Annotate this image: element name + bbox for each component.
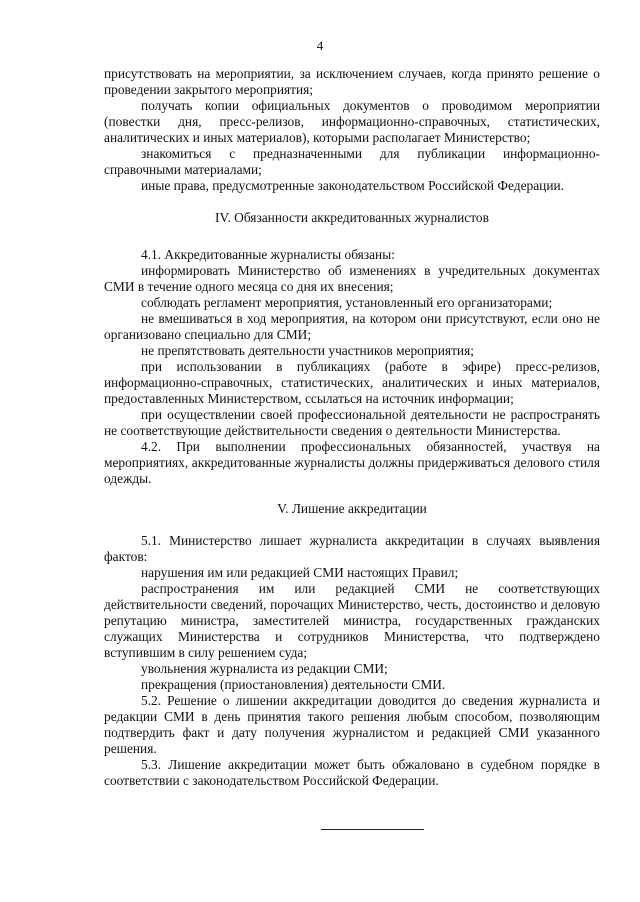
paragraph-intro-2: получать копии официальных документов о проводимом мероприятии (повестки дня, пресс-релизов, информационно-справочных, статистических, аналитических и иных материалов), которыми располагает Министерство; [104, 98, 600, 145]
spacer [104, 517, 600, 533]
page-number: 4 [316, 38, 324, 53]
paragraph-5-1-item: увольнения журналиста из редакции СМИ; [141, 661, 388, 676]
paragraph-intro-1: присутствовать на мероприятии, за исключением случаев, когда принято решение о проведении закрытого мероприятия; [104, 66, 600, 97]
section-heading-iv: IV. Обязанности аккредитованных журналистов [215, 210, 489, 225]
paragraph-4-1-item: не препятствовать деятельности участников мероприятия; [141, 343, 474, 358]
paragraph-4-1: 4.1. Аккредитованные журналисты обязаны: [141, 247, 395, 262]
paragraph-5-1-item: прекращения (приостановления) деятельности СМИ. [141, 677, 446, 692]
spacer [104, 487, 600, 501]
paragraph-5-1-item: нарушения им или редакцией СМИ настоящих Правил; [141, 565, 459, 580]
paragraph-intro-4: иные права, предусмотренные законодательством Российской Федерации. [141, 178, 564, 193]
paragraph-4-1-item: информировать Министерство об изменениях в учредительных документах СМИ в течение одного месяца со дня их внесения; [104, 263, 600, 294]
paragraph-4-1-item: соблюдать регламент мероприятия, установленный его организаторами; [141, 295, 553, 310]
paragraph-4-2: 4.2. При выполнении профессиональных обязанностей, участвуя на мероприятиях, аккредитованные журналисты должны придерживаться делового стиля одежды. [104, 439, 600, 486]
paragraph-5-1: 5.1. Министерство лишает журналиста аккредитации в случаях выявления фактов: [104, 533, 600, 564]
paragraph-4-1-item: не вмешиваться в ход мероприятия, на котором они присутствуют, если оно не организовано специально для СМИ; [104, 311, 600, 342]
paragraph-intro-3: знакомиться с предназначенными для публикации информационно-справочными материалами; [104, 146, 600, 177]
end-of-document-rule [321, 829, 424, 830]
spacer [104, 194, 600, 210]
document-body [104, 66, 600, 789]
paragraph-4-1-item: при осуществлении своей профессиональной деятельности не распространять не соответствующие действительности сведения о деятельности Министерства. [104, 407, 600, 438]
section-heading-v: V. Лишение аккредитации [277, 501, 427, 516]
spacer [104, 226, 600, 247]
paragraph-4-1-item: при использовании в публикациях (работе в эфире) пресс-релизов, информационно-справочных, статистических, аналитических и иных материалов, предоставленных Министерством, ссылаться на источник информации; [104, 359, 600, 406]
paragraph-5-2: 5.2. Решение о лишении аккредитации доводится до сведения журналиста и редакции СМИ в день принятия такого решения любым способом, позволяющим подтвердить факт и дату получения журналистом и редакцией СМИ указанного решения. [104, 693, 600, 756]
paragraph-5-3: 5.3. Лишение аккредитации может быть обжаловано в судебном порядке в соответствии с законодательством Российской Федерации. [104, 757, 600, 788]
paragraph-5-1-item: распространения им или редакцией СМИ не соответствующих действительности сведений, порочащих Министерство, честь, достоинство и деловую репутацию министра, заместителей министра, государственных гражданских служащих Министерства и сотрудников Министерства, что подтверждено вступившим в силу решением суда; [104, 581, 600, 660]
